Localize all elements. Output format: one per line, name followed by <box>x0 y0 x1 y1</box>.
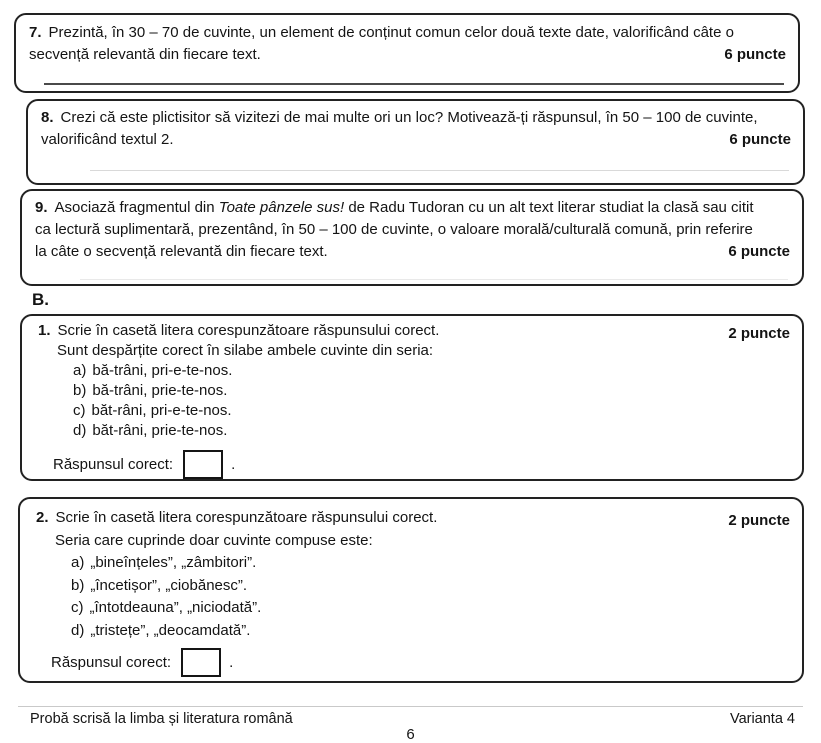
points-label: 2 puncte <box>728 325 790 342</box>
question-number: 2. <box>36 509 49 526</box>
writing-line <box>80 279 788 280</box>
question-b2-intro-row <box>20 507 802 530</box>
question-8-line-1 <box>28 101 803 129</box>
section-b-label: B. <box>32 290 49 309</box>
question-text: valorificând textul 2. <box>41 131 174 148</box>
option-text: băt-râni, pri-e-te-nos. <box>91 402 232 419</box>
option-text: „întotdeauna”, „niciodată”. <box>89 599 262 616</box>
option-label: b) <box>73 382 87 399</box>
answer-box[interactable] <box>181 648 221 677</box>
option-label: a) <box>73 362 87 379</box>
option-label: b) <box>71 576 85 594</box>
question-number: 8. <box>41 109 54 126</box>
option-row-b <box>20 575 802 598</box>
option-row-c <box>20 597 802 620</box>
option-row-a <box>20 552 802 575</box>
question-b2-box <box>18 497 804 683</box>
question-prompt: Seria care cuprinde doar cuvinte compuse este: <box>55 531 373 549</box>
points-label: 6 puncte <box>724 46 786 63</box>
question-number: 1. <box>38 322 51 339</box>
option-label: a) <box>71 554 85 571</box>
question-9-line-3 <box>22 241 802 263</box>
answer-label: Răspunsul corect: <box>53 456 174 473</box>
option-row-a <box>22 361 802 381</box>
question-number: 7. <box>29 24 42 41</box>
points-label: 6 puncte <box>729 131 791 148</box>
answer-period: . <box>229 654 234 671</box>
question-7-line-2 <box>16 44 798 66</box>
question-intro: Scrie în casetă litera corespunzătoare răspunsului corect. <box>57 322 440 339</box>
answer-row <box>22 449 802 480</box>
option-label: c) <box>73 402 86 419</box>
question-b1-intro-row <box>22 321 802 341</box>
question-8-line-2 <box>28 129 803 151</box>
points-label: 2 puncte <box>728 512 790 529</box>
book-title: Toate pânzele sus! <box>218 199 345 216</box>
question-text: la câte o secvență relevantă din fiecare text. <box>35 243 328 260</box>
question-7-line-1 <box>16 15 798 44</box>
answer-period: . <box>231 456 236 473</box>
footer-divider <box>18 706 803 707</box>
answer-box[interactable] <box>183 450 223 479</box>
page-number: 6 <box>406 726 415 743</box>
question-text: de Radu Tudoran cu un alt text literar studiat la clasă sau citit <box>344 199 754 216</box>
question-8-box <box>26 99 805 185</box>
question-text: Asociază fragmentul din <box>54 199 219 216</box>
question-text: Prezintă, în 30 – 70 de cuvinte, un element de conținut comun celor două texte date, valorificând câte o <box>48 24 734 41</box>
question-number: 9. <box>35 199 48 216</box>
question-text: ca lectură suplimentară, prezentând, în 50 – 100 de cuvinte, o valoare morală/culturală comună, prin referire <box>35 221 753 238</box>
points-label: 6 puncte <box>728 243 790 260</box>
option-row-d <box>22 421 802 441</box>
writing-line <box>90 170 789 171</box>
question-7-box <box>14 13 800 93</box>
option-text: bă-trâni, pri-e-te-nos. <box>92 362 233 379</box>
option-text: bă-trâni, prie-te-nos. <box>92 382 228 399</box>
footer-exam-name: Probă scrisă la limba și literatura română <box>30 711 293 727</box>
question-text: Crezi că este plictisitor să vizitezi de mai multe ori un loc? Motivează-ți răspunsul, în 50 – 100 de cuvinte, <box>60 109 758 126</box>
option-text: „bineînțeles”, „zâmbitori”. <box>90 554 257 571</box>
writing-line <box>44 83 784 85</box>
option-row-c <box>22 401 802 421</box>
question-b1-box <box>20 314 804 481</box>
question-text: secvență relevantă din fiecare text. <box>29 46 261 63</box>
question-9-box <box>20 189 804 286</box>
answer-label: Răspunsul corect: <box>51 654 172 671</box>
question-intro: Scrie în casetă litera corespunzătoare răspunsului corect. <box>55 509 438 526</box>
question-prompt: Sunt despărțite corect în silabe ambele cuvinte din seria: <box>57 342 434 359</box>
option-label: d) <box>71 621 85 639</box>
option-row-b <box>22 381 802 401</box>
option-text: „încetișor”, „ciobănesc”. <box>90 576 248 594</box>
option-row-d <box>20 620 802 643</box>
option-label: c) <box>71 599 84 616</box>
option-label: d) <box>73 422 87 439</box>
question-9-line-1 <box>22 191 802 219</box>
answer-row <box>20 647 802 678</box>
footer-variant: Varianta 4 <box>729 711 795 727</box>
option-text: „tristețe”, „deocamdată”. <box>90 621 251 639</box>
option-text: băt-râni, prie-te-nos. <box>92 422 228 439</box>
question-9-line-2 <box>22 219 802 241</box>
